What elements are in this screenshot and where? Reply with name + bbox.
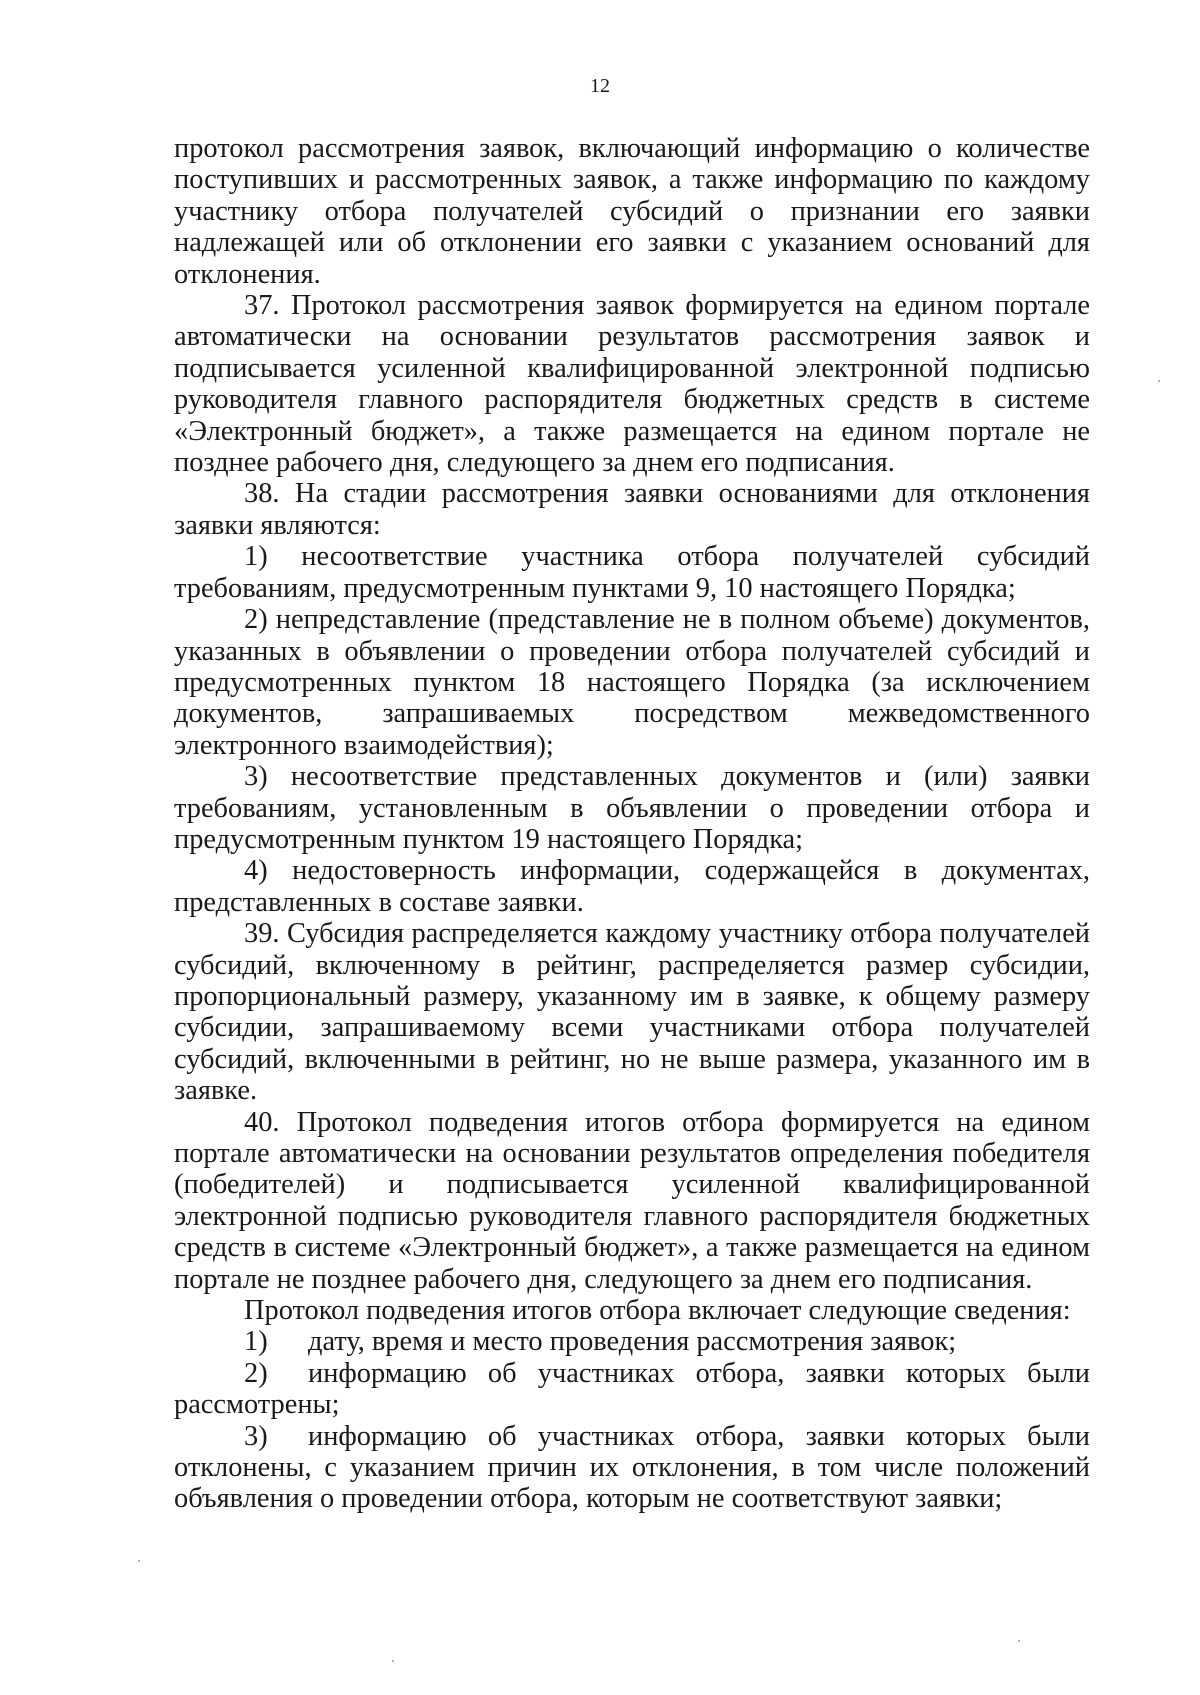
list-item-text: информацию об участниках отбора, заявки которых были рассмотрены; <box>174 1357 1090 1421</box>
document-body <box>174 133 1090 1515</box>
scan-speck <box>392 1660 394 1662</box>
paragraph-intro: протокол рассмотрения заявок, включающий информацию о количестве поступивших и рассмотренных заявок, а также информацию по каждому участнику отбора получателей субсидий о признании его заявки надлежащей или об отклонении его заявки с указанием оснований для отклонения. <box>174 133 1090 290</box>
list-item <box>174 1326 1090 1357</box>
paragraph-38: 38. На стадии рассмотрения заявки основаниями для отклонения заявки являются: <box>174 478 1090 541</box>
list-item-text: дату, время и место проведения рассмотрения заявок; <box>308 1326 957 1358</box>
list-item-number: 1) <box>244 1326 268 1358</box>
paragraph-40: 40. Протокол подведения итогов отбора формируется на едином портале автоматически на основании результатов определения победителя (победителей) и подписывается усиленной квалифицированной электронной подписью руководителя главного распорядителя бюджетных средств в системе «Электронный бюджет», а также размещается на едином портале не позднее рабочего дня, следующего за днем его подписания. <box>174 1106 1090 1295</box>
list-item <box>174 1421 1090 1515</box>
paragraph-39: 39. Субсидия распределяется каждому участнику отбора получателей субсидий, включенному в рейтинг, распределяется размер субсидии, пропорциональный размеру, указанному им в заявке, к общему размеру субсидии, запрашиваемому всеми участниками отбора получателей субсидий, включенными в рейтинг, но не выше размера, указанного им в заявке. <box>174 918 1090 1107</box>
paragraph-38-item-1: 1) несоответствие участника отбора получателей субсидий требованиям, предусмотренным пунктами 9, 10 настоящего Порядка; <box>174 541 1090 604</box>
list-item-number: 2) <box>244 1357 268 1389</box>
paragraph-40-intro: Протокол подведения итогов отбора включает следующие сведения: <box>244 1295 1071 1327</box>
list-item-number: 3) <box>244 1420 268 1452</box>
paragraph-38-item-4: 4) недостоверность информации, содержащейся в документах, представленных в составе заявки. <box>174 855 1090 918</box>
scan-speck <box>1018 1640 1020 1642</box>
paragraph-38-item-3: 3) несоответствие представленных документов и (или) заявки требованиям, установленным в объявлении о проведении отбора и предусмотренным пунктом 19 настоящего Порядка; <box>174 761 1090 855</box>
paragraph-38-item-2: 2) непредставление (представление не в полном объеме) документов, указанных в объявлении о проведении отбора получателей субсидий и предусмотренных пунктом 18 настоящего Порядка (за исключением документов, запрашиваемых посредством межведомственного электронного взаимодействия); <box>174 604 1090 761</box>
page-number: 12 <box>590 75 610 97</box>
scan-speck <box>138 1560 140 1562</box>
list-item <box>174 1358 1090 1421</box>
list-item-text: информацию об участниках отбора, заявки которых были отклонены, с указанием причин их отклонения, в том числе положений объявления о проведении отбора, которым не соответствуют заявки; <box>174 1420 1090 1515</box>
paragraph-37: 37. Протокол рассмотрения заявок формируется на едином портале автоматически на основании результатов рассмотрения заявок и подписывается усиленной квалифицированной электронной подписью руководителя главного распорядителя бюджетных средств в системе «Электронный бюджет», а также размещается на едином портале не позднее рабочего дня, следующего за днем его подписания. <box>174 290 1090 479</box>
scan-speck <box>1158 380 1160 382</box>
